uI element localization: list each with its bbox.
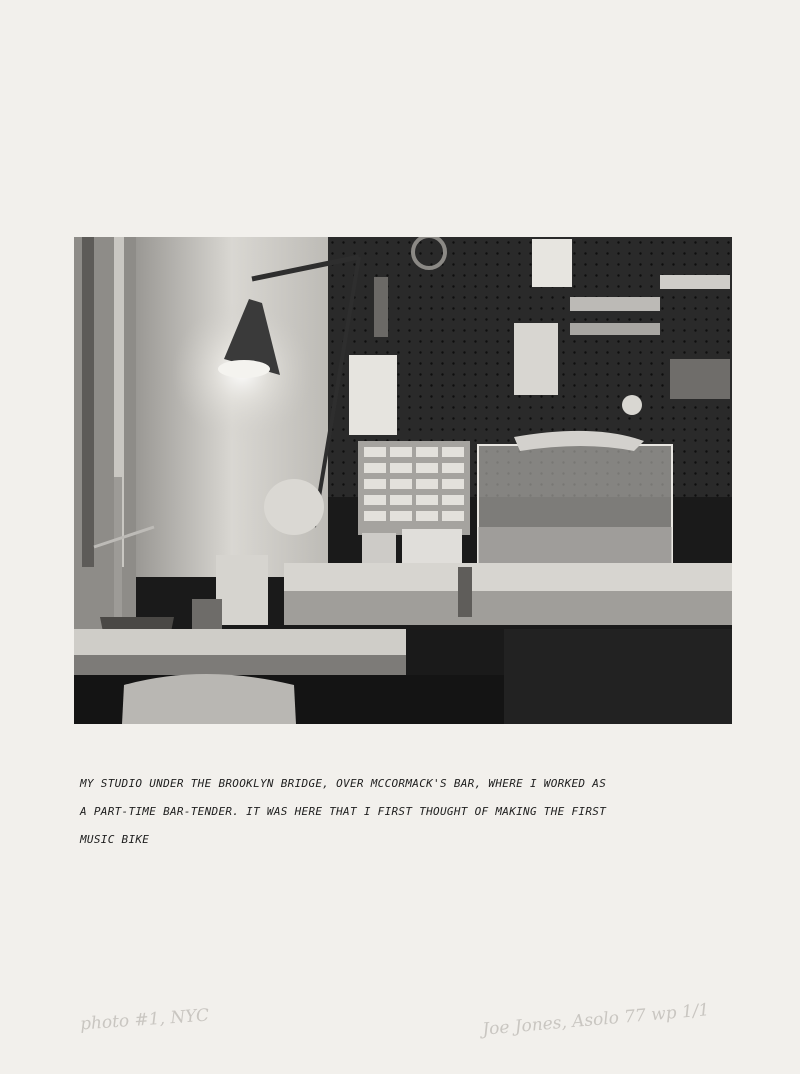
handwritten-caption <box>80 770 740 854</box>
glass-tank <box>478 431 672 575</box>
caption-line-2: A PART-TIME BAR-TENDER. IT WAS HERE THAT I FIRST THOUGHT OF MAKING THE FIRST <box>80 805 607 818</box>
pencil-inscription-location: photo #1, NYC <box>79 1005 210 1035</box>
studio-photograph <box>74 237 732 724</box>
parts-drawer-cabinet <box>358 441 470 535</box>
caption-line-3: MUSIC BIKE <box>80 833 150 846</box>
pencil-signature: Joe Jones, Asolo 77 wp 1/1 <box>481 1000 711 1040</box>
chair <box>122 674 296 724</box>
photo-illustration <box>74 237 732 724</box>
caption-line-1: MY STUDIO UNDER THE BROOKLYN BRIDGE, OVER MCCORMACK'S BAR, WHERE I WORKED AS <box>80 777 607 790</box>
